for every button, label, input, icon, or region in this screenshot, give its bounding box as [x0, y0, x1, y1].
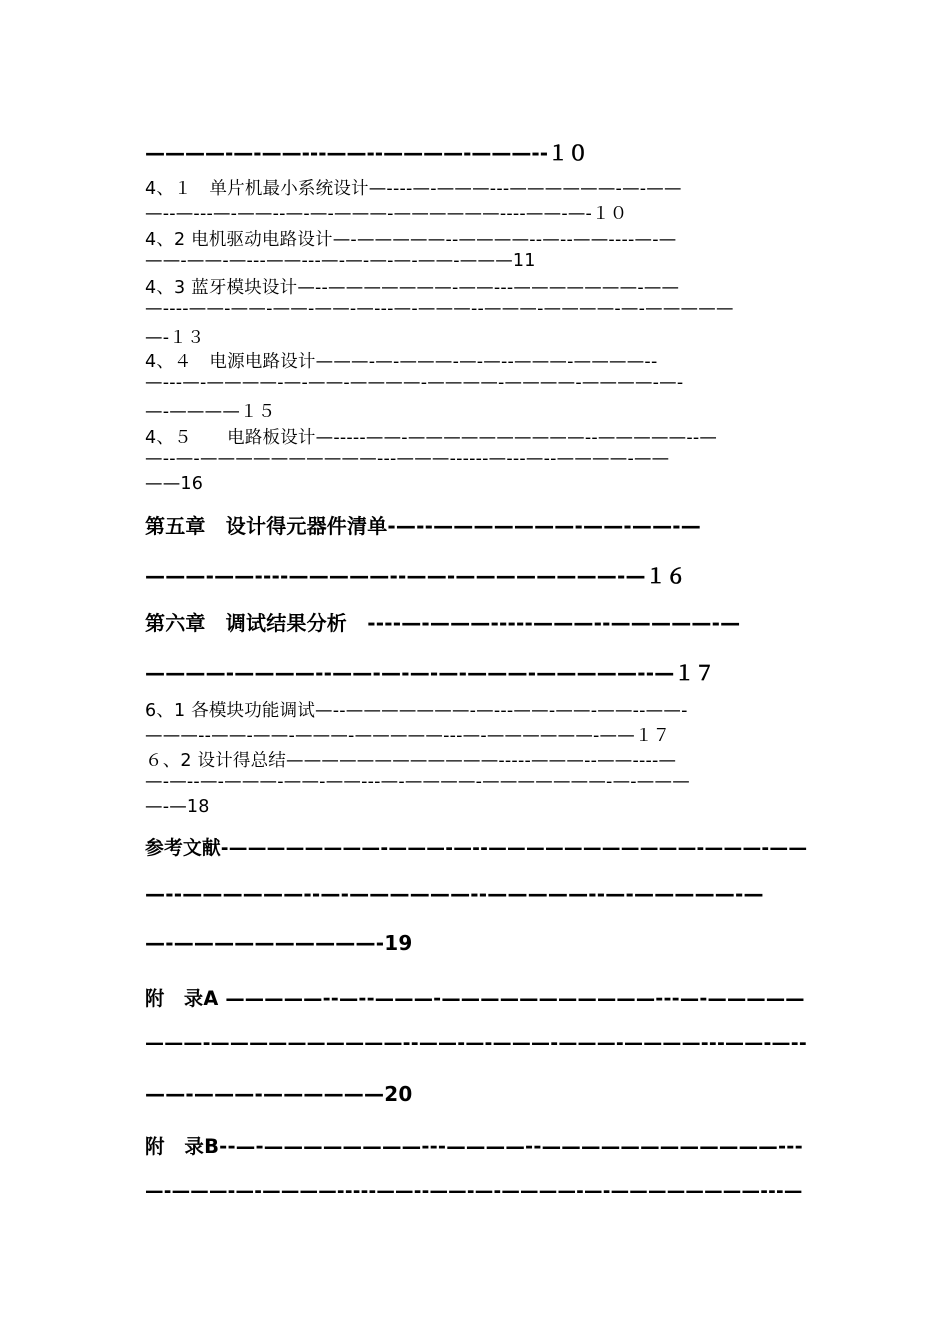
toc-line-8: —-１３ [145, 328, 205, 348]
toc-appendix-b-line-2: —-———-—-————-----——--——-—-————-—-————————---— [145, 1181, 803, 1202]
toc-appendix-a-line-1: 附 录A —————--—--———-———————————---—-————— [145, 987, 805, 1010]
toc-line-11: —-————１５ [145, 402, 276, 422]
toc-line-9: 4、４ 电源电路设计———-—-———-—-—--———-————-- [145, 352, 658, 372]
toc-line-6-1-b: ———--——-——-———-—————---—-——————-——１７ [145, 726, 671, 746]
toc-line-13: —--—-——————————---———------—---—--————-—— [145, 449, 670, 469]
toc-references-line-2: —--——————--—-——————--—————--—-—————-— [145, 882, 764, 906]
toc-line-3: —--—---—-——--—-—-———-——————----——-—-１０ [145, 204, 628, 224]
toc-line-7: —----——-——-——-——-—---—-———--———-————-—-————— [145, 299, 734, 319]
toc-line-4: 4、2 电机驱动电路设计—-—————--————--—--——----—-— [145, 230, 677, 250]
toc-line-5: ——-——-—---——---—-—-—-—-——-———11 [145, 251, 536, 271]
toc-line-1: ————-—-——---——--————-———--１０ [145, 141, 589, 165]
toc-line-10: —---—-————-—-——-————-————-————-————-—- [145, 373, 684, 393]
toc-line-6-1-a: 6、1 各模块功能调试—--———————-—---——-——-——--——- [145, 701, 688, 721]
toc-line-6-2-b: —-—--—-———-——-——---—-————-———————-—-——— [145, 772, 690, 792]
toc-appendix-b-line-1: 附 录B--—-————————---————--————————————--- [145, 1135, 803, 1158]
toc-appendix-a-line-2: ———-——————————--——-—-———-———-————---——-—-- [145, 1032, 807, 1054]
toc-line-6-2-a: ６、2 设计得总结————————————-----———--——----— [145, 751, 677, 771]
toc-chapter-5-line-2: ———-——----—————--——-————————-—１６ [145, 564, 687, 588]
toc-line-14: ——16 [145, 474, 204, 494]
toc-references-line-1: 参考文献-————————-———-—--———————————-———-—— [145, 838, 808, 859]
toc-line-6-2-c: —-—18 [145, 797, 210, 817]
toc-chapter-6-line-1: 第六章 调试结果分析 ----—-———-----———--—————-— [145, 611, 741, 635]
toc-references-line-3: —-——————————-19 [145, 931, 413, 955]
toc-chapter-5-line-1: 第五章 设计得元器件清单-—--———————-——-——-— [145, 514, 702, 538]
toc-line-6: 4、3 蓝牙模块设计—--———————-——---———————-—— [145, 278, 680, 298]
toc-chapter-6-line-2: ————-————--——-—-—-—-———-—————--—１７ [145, 661, 715, 685]
toc-line-12: 4、５ 电路板设计—-----——-——————————--—————--— [145, 428, 718, 448]
toc-line-2: 4、１ 单片机最小系统设计—----—-———---——————-—-—— [145, 179, 682, 199]
toc-appendix-a-line-3: ——-———-——————20 [145, 1082, 413, 1106]
